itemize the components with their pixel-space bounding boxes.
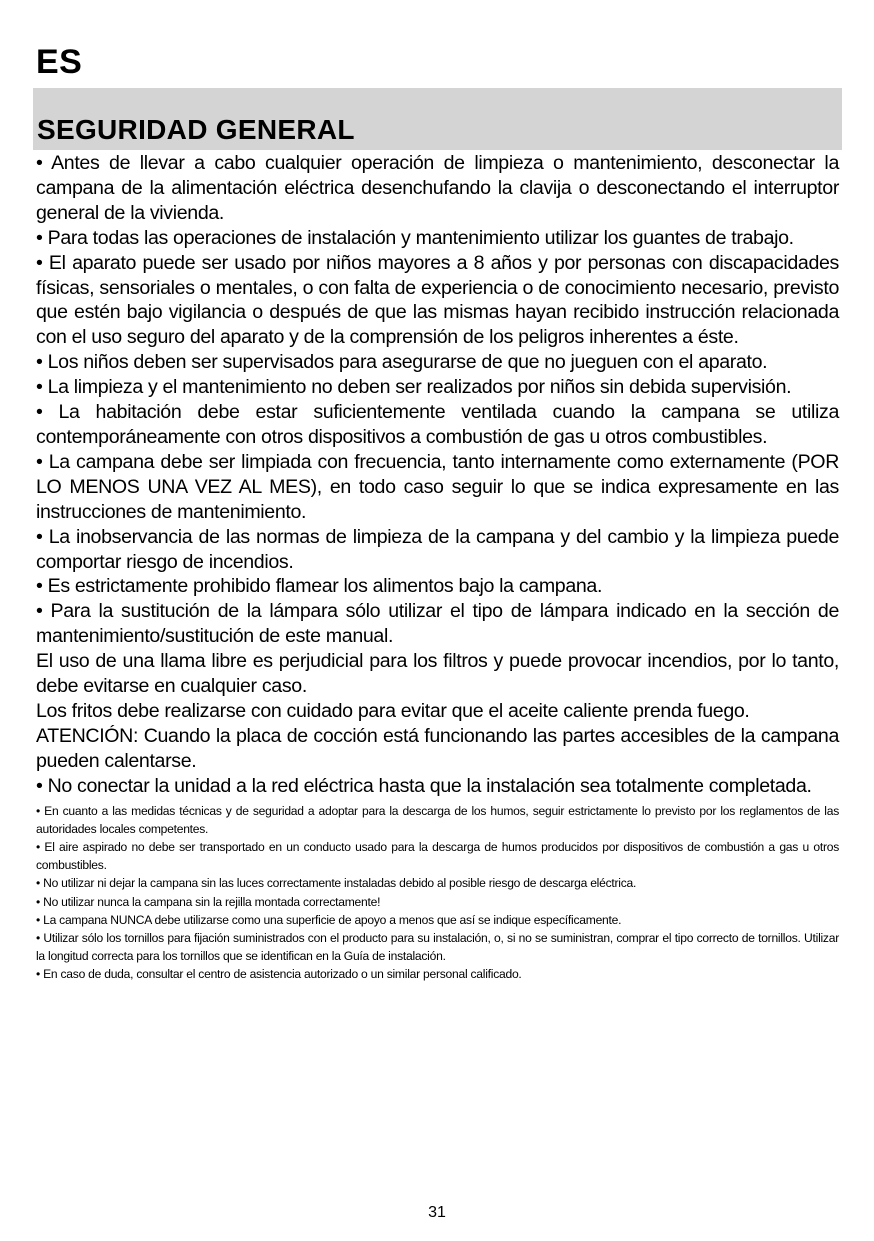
fine-print-paragraph: • En cuanto a las medidas técnicas y de seguridad a adoptar para la descarga de los humos, seguir estrictamente lo previsto por los reglamentos de las autoridades locales competentes.	[36, 803, 839, 836]
page-number: 31	[428, 1204, 446, 1221]
section-header-bar	[33, 88, 842, 150]
safety-paragraph: • No conectar la unidad a la red eléctrica hasta que la instalación sea totalmente completada.	[36, 774, 812, 797]
safety-paragraph: ATENCIÓN: Cuando la placa de cocción está funcionando las partes accesibles de la campana pueden calentarse.	[36, 724, 839, 772]
fine-print-paragraph: • Utilizar sólo los tornillos para fijación suministrados con el producto para su instalación, o, si no se suministran, comprar el tipo correcto de tornillos. Utilizar la longitud correcta para los tornillos que se identifican en la Guía de instalación.	[36, 930, 839, 964]
fine-print-paragraph: • En caso de duda, consultar el centro de asistencia autorizado o un similar personal calificado.	[36, 967, 522, 982]
section-title: SEGURIDAD GENERAL	[37, 114, 355, 145]
safety-paragraph: • El aparato puede ser usado por niños mayores a 8 años y por personas con discapacidades físicas, sensoriales o mentales, o con falta de experiencia o de conocimiento necesario, previsto que estén bajo vigilancia o después de que las mismas hayan recibido instrucción relacionada con el uso seguro del aparato y de la comprensión de los peligros inherentes a éste.	[36, 251, 839, 349]
safety-paragraph: • Antes de llevar a cabo cualquier operación de limpieza o mantenimiento, desconectar la campana de la alimentación eléctrica desenchufando la clavija o desconectando el interruptor general de la vivienda.	[36, 152, 839, 224]
safety-paragraph: • La campana debe ser limpiada con frecuencia, tanto internamente como externamente (POR LO MENOS UNA VEZ AL MES), en todo caso seguir lo que se indica expresamente en las instrucciones de mantenimiento.	[36, 450, 839, 523]
safety-paragraph: • Para la sustitución de la lámpara sólo utilizar el tipo de lámpara indicado en la sección de mantenimiento/sustitución de este manual.	[36, 600, 839, 648]
safety-paragraph: • La limpieza y el mantenimiento no deben ser realizados por niños sin debida supervisión.	[36, 376, 792, 399]
safety-paragraph: • La habitación debe estar suficientemente ventilada cuando la campana se utiliza contemporáneamente con otros dispositivos a combustión de gas u otros combustibles.	[36, 401, 839, 448]
safety-text-body	[36, 151, 839, 984]
safety-paragraph: El uso de una llama libre es perjudicial para los filtros y puede provocar incendios, por lo tanto, debe evitarse en cualquier caso.	[36, 650, 839, 698]
fine-print-paragraph: • No utilizar ni dejar la campana sin las luces correctamente instaladas debido al posible riesgo de descarga eléctrica.	[36, 876, 637, 891]
safety-paragraph: • Es estrictamente prohibido flamear los alimentos bajo la campana.	[36, 575, 603, 598]
safety-paragraph: • Los niños deben ser supervisados para asegurarse de que no jueguen con el aparato.	[36, 351, 768, 374]
safety-paragraph: • Para todas las operaciones de instalación y mantenimiento utilizar los guantes de trabajo.	[36, 226, 794, 249]
language-tag: ES	[36, 43, 83, 81]
fine-print-paragraph: • No utilizar nunca la campana sin la rejilla montada correctamente!	[36, 894, 381, 909]
safety-paragraph: • La inobservancia de las normas de limpieza de la campana y del cambio y la limpieza puede comportar riesgo de incendios.	[36, 525, 839, 573]
fine-print-paragraph: • El aire aspirado no debe ser transportado en un conducto usado para la descarga de humos producidos por dispositivos de combustión a gas u otros combustibles.	[36, 839, 839, 873]
fine-print-paragraph: • La campana NUNCA debe utilizarse como una superficie de apoyo a menos que así se indique específicamente.	[36, 912, 622, 927]
safety-paragraph: Los fritos debe realizarse con cuidado para evitar que el aceite caliente prenda fuego.	[36, 699, 750, 722]
fine-print-block	[36, 802, 839, 984]
